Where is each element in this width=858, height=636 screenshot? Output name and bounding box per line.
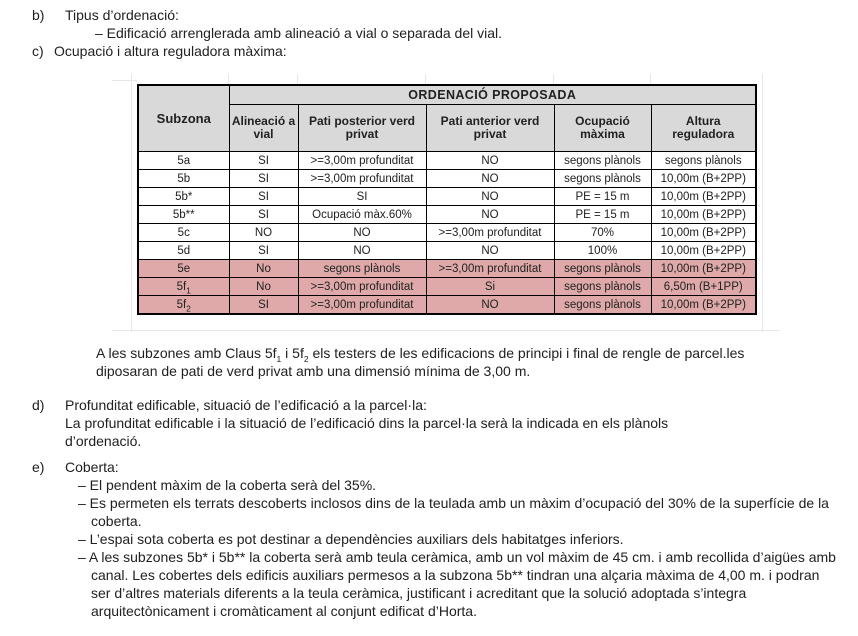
subzona-cell: 5d (138, 242, 229, 260)
subzona-cell: $5f_1$ (138, 278, 229, 296)
table-row (138, 206, 756, 224)
table-cell: 10,00m (B+2PP) (651, 206, 756, 224)
table-cell: SI (229, 152, 298, 170)
table-cell: segons plànols (554, 296, 651, 315)
table-cell: SI (229, 170, 298, 188)
table-cell: NO (426, 170, 554, 188)
table-row (138, 188, 756, 206)
gridline (650, 74, 651, 84)
subzona-cell: 5c (138, 224, 229, 242)
table-cell: SI (229, 206, 298, 224)
section-b-bullets (95, 24, 837, 42)
table-cell: >=3,00m profunditat (298, 170, 426, 188)
section-d-title: Profunditat edificable, situació de l’edificació a la parcel·la: (65, 397, 427, 413)
table-cell: No (229, 278, 298, 296)
table-cell: SI (229, 296, 298, 315)
table-row (138, 260, 756, 278)
note-paragraph (96, 344, 836, 380)
section-e-bullets (78, 476, 836, 620)
section-c-label: c) (32, 43, 44, 59)
subscript: 1 (276, 353, 282, 364)
table-cell: NO (426, 242, 554, 260)
table-row (138, 296, 756, 315)
subzona-cell: 5b** (138, 206, 229, 224)
gridline (131, 74, 132, 332)
text-line: d’ordenació. (65, 433, 142, 449)
table-corner-header: Subzona (138, 85, 229, 152)
gridline (112, 330, 780, 331)
table-cell: SI (229, 242, 298, 260)
table-cell: 10,00m (B+2PP) (651, 260, 756, 278)
table-row (138, 278, 756, 296)
gridline (228, 74, 229, 84)
table-cell: segons plànols (651, 152, 756, 170)
ordenacio-table-wrap (137, 84, 757, 315)
table-cell: 10,00m (B+2PP) (651, 188, 756, 206)
table-cell: NO (426, 152, 554, 170)
table-cell: NO (298, 224, 426, 242)
subzona-cell: 5b (138, 170, 229, 188)
table-body (138, 152, 756, 315)
gridline (112, 80, 137, 81)
col-header-pati-posterior: Pati posterior verd privat (298, 105, 426, 152)
table-cell: segons plànols (554, 260, 651, 278)
table-cell: 70% (554, 224, 651, 242)
subzona-cell: $5f_2$ (138, 296, 229, 315)
text-line: – A les subzones 5b* i 5b** la coberta serà amb teula ceràmica, amb un vol màxim de 45 cm. i amb recollida d’aigües amb canal. Les cobertes dels edificis auxiliars permesos a la subzona 5b** tindran una alçaria màxima de 4,00 m. i podran ser d’altres materials diferents a la teula ceràmica, justificant i acreditant que la solució adoptada s’integra arquitectònicament i cromàticament al conjunt edificat d’Horta. (78, 549, 836, 619)
ordenacio-table (137, 84, 757, 315)
table-cell: >=3,00m profunditat (298, 278, 426, 296)
gridline (297, 74, 298, 84)
table-row (138, 170, 756, 188)
note-line-2: diposaran de pati de verd privat amb una dimensió mínima de 3,00 m. (96, 363, 531, 379)
subzona-cell: 5b* (138, 188, 229, 206)
table-cell: 10,00m (B+2PP) (651, 170, 756, 188)
table-cell: SI (298, 188, 426, 206)
section-b-label: b) (32, 7, 45, 23)
table-cell: >=3,00m profunditat (298, 152, 426, 170)
text-line: – Edificació arrenglerada amb alineació a vial o separada del vial. (95, 25, 503, 41)
table-cell: NO (426, 296, 554, 315)
table-cell: NO (229, 224, 298, 242)
section-c (32, 42, 826, 60)
col-header-ocupacio: Ocupació màxima (554, 105, 651, 152)
gridline (553, 74, 554, 84)
table-cell: segons plànols (554, 278, 651, 296)
table-cell: PE = 15 m (554, 188, 651, 206)
col-header-alineacio: Alineació a vial (229, 105, 298, 152)
table-cell: 10,00m (B+2PP) (651, 296, 756, 315)
table-cell: No (229, 260, 298, 278)
table-cell: Ocupació màx.60% (298, 206, 426, 224)
subzona-cell: 5e (138, 260, 229, 278)
table-cell: NO (426, 206, 554, 224)
table-cell: NO (426, 188, 554, 206)
table-cell: >=3,00m profunditat (298, 296, 426, 315)
section-b-title: Tipus d’ordenació: (65, 7, 179, 23)
note-line-1: A les subzones amb Claus $5f_1$ i $5f_2$ els testers de les edificacions de principi i final de rengle de parcel.les (96, 345, 745, 364)
text-line: – El pendent màxim de la coberta serà del 35%. (78, 477, 377, 493)
gridline (762, 74, 763, 332)
table-cell: PE = 15 m (554, 206, 651, 224)
table-row (138, 152, 756, 170)
table-cell: >=3,00m profunditat (426, 224, 554, 242)
table-cell: segons plànols (298, 260, 426, 278)
table-row (138, 224, 756, 242)
gridline (425, 74, 426, 84)
subscript: 2 (186, 302, 191, 313)
col-header-pati-anterior: Pati anterior verd privat (426, 105, 554, 152)
section-e-label: e) (32, 459, 45, 475)
col-header-altura: Altura reguladora (651, 105, 756, 152)
table-cell: 6,50m (B+1PP) (651, 278, 756, 296)
section-e (32, 458, 837, 620)
text-line: – Es permeten els terrats descoberts inclosos dins de la teulada amb un màxim d’ocupació del 30% de la superfície de la coberta. (78, 495, 829, 529)
table-cell: NO (298, 242, 426, 260)
table-cell: segons plànols (554, 152, 651, 170)
table-title: ORDENACIÓ PROPOSADA (229, 85, 756, 105)
text-line: La profunditat edificable i la situació de l’edificació dins la parcel·la serà la indicada en els plànols (65, 415, 669, 431)
subscript: 2 (303, 353, 309, 364)
section-b (32, 6, 837, 42)
section-d (32, 396, 837, 450)
table-cell: Si (426, 278, 554, 296)
table-cell: SI (229, 188, 298, 206)
subzona-cell: 5a (138, 152, 229, 170)
table-cell: >=3,00m profunditat (426, 260, 554, 278)
section-e-title: Coberta: (65, 459, 119, 475)
subscript: 1 (186, 284, 191, 295)
table-row (138, 242, 756, 260)
table-cell: 100% (554, 242, 651, 260)
section-d-body (65, 414, 837, 450)
section-d-label: d) (32, 397, 45, 413)
table-cell: segons plànols (554, 170, 651, 188)
section-c-title: Ocupació i altura reguladora màxima: (54, 43, 287, 59)
table-cell: 10,00m (B+2PP) (651, 242, 756, 260)
text-line: – L’espai sota coberta es pot destinar a dependències auxiliars dels habitatges inferiors. (78, 531, 624, 547)
table-cell: 10,00m (B+2PP) (651, 224, 756, 242)
